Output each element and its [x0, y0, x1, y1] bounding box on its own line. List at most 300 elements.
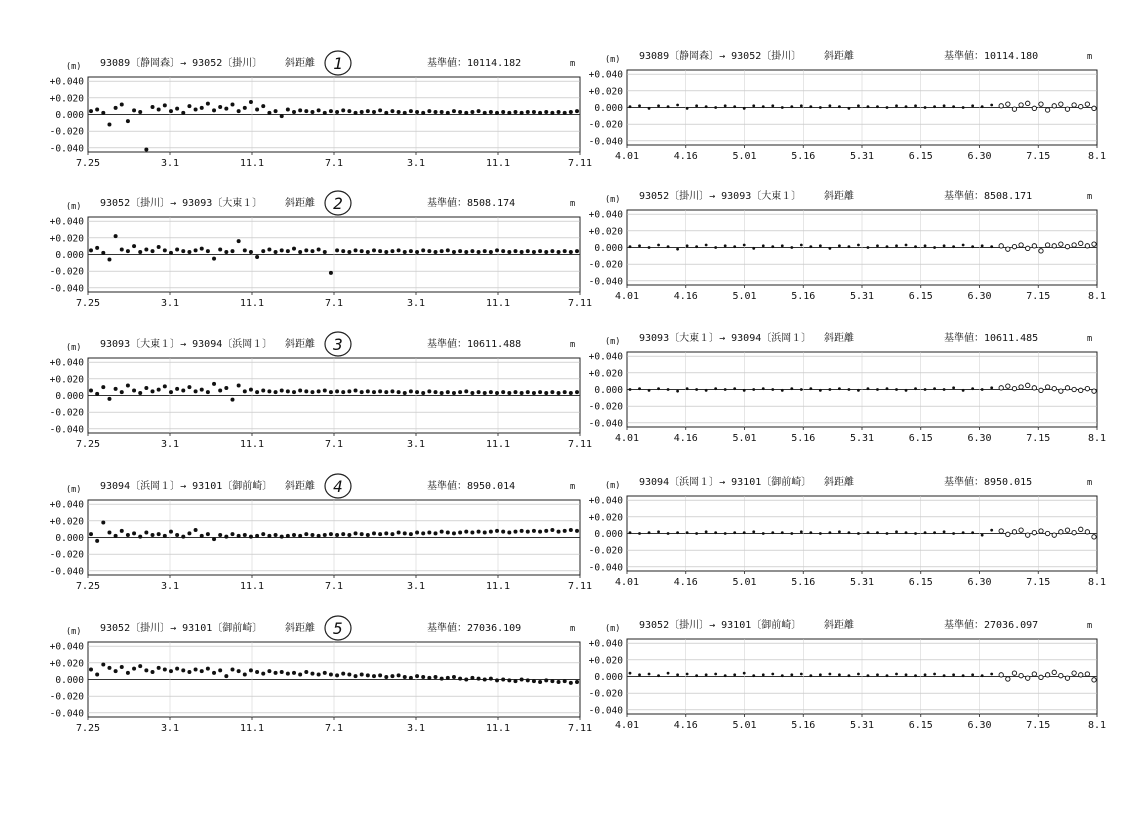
x-tick-label: 8.1 [1087, 151, 1107, 162]
data-point [310, 390, 314, 394]
x-tick-label: 3.1 [160, 581, 180, 592]
data-point [415, 674, 419, 678]
data-point [464, 111, 468, 115]
data-point [280, 248, 284, 252]
x-tick-label: 6.15 [908, 433, 933, 444]
y-tick-label: -0.040 [49, 566, 84, 578]
data-point [206, 102, 210, 106]
data-point [218, 668, 222, 672]
x-tick-label: 3.1 [406, 439, 426, 450]
data-point [200, 247, 204, 251]
data-point [249, 388, 253, 392]
data-point [310, 110, 314, 114]
data-point [187, 531, 191, 535]
data-point-open [1059, 673, 1063, 677]
data-point [943, 530, 946, 533]
data-point [421, 248, 425, 252]
data-point [990, 529, 993, 532]
y-tick-label: +0.020 [49, 233, 84, 245]
data-point [255, 670, 259, 674]
chart-panel-8 [575, 474, 1105, 599]
unit-label: (m) [66, 343, 82, 353]
data-point [544, 250, 548, 254]
data-point [427, 676, 431, 680]
data-point [372, 531, 376, 535]
data-point-open [1026, 101, 1030, 105]
data-point-open [999, 244, 1003, 248]
data-point [163, 668, 167, 672]
y-tick-label: -0.020 [588, 401, 623, 413]
data-point [495, 391, 499, 395]
data-point [421, 111, 425, 115]
y-tick-label: +0.040 [588, 495, 623, 507]
unit-label: (m) [66, 485, 82, 495]
quantity-label: 斜距離 [285, 481, 315, 492]
data-point [175, 248, 179, 252]
data-point [163, 534, 167, 538]
data-point [243, 106, 247, 110]
data-point [507, 250, 511, 254]
x-tick-label: 11.1 [485, 723, 511, 734]
data-point [629, 531, 632, 534]
data-point-open [1072, 671, 1076, 675]
y-tick-label: 0.000 [594, 385, 623, 396]
data-point [771, 245, 774, 248]
data-point [310, 249, 314, 253]
data-point [513, 390, 517, 394]
data-point [218, 389, 222, 393]
data-point [676, 531, 679, 534]
data-point [360, 390, 364, 394]
x-tick-label: 5.31 [849, 291, 875, 302]
data-point-open [1019, 243, 1023, 247]
unit-label: (m) [605, 481, 621, 491]
data-point [421, 675, 425, 679]
data-point [212, 671, 216, 675]
data-point [752, 674, 755, 677]
data-point [421, 531, 425, 535]
data-point-open [1039, 675, 1043, 679]
data-point [733, 245, 736, 248]
data-point-open [1085, 102, 1089, 106]
data-point-open [1039, 102, 1043, 106]
data-point [695, 245, 698, 248]
x-tick-label: 3.1 [160, 723, 180, 734]
data-point [809, 531, 812, 534]
y-tick-label: -0.040 [49, 283, 84, 295]
data-point [924, 673, 927, 676]
data-point [390, 674, 394, 678]
x-tick-label: 7.15 [1026, 720, 1051, 731]
data-point [224, 535, 228, 539]
chart-title: 93052〔掛川〕→ 93101〔御前崎〕 [100, 623, 263, 634]
data-point [733, 387, 736, 390]
data-point [513, 110, 517, 114]
data-point [876, 244, 879, 247]
data-point [752, 104, 755, 107]
data-point [876, 531, 879, 534]
data-point [819, 532, 822, 535]
unit-label: (m) [605, 337, 621, 347]
data-point [317, 248, 321, 252]
data-point [427, 109, 431, 113]
data-point [329, 109, 333, 113]
data-point [886, 387, 889, 390]
x-tick-label: 7.1 [324, 158, 344, 169]
data-point [501, 110, 505, 114]
data-point-open [1092, 678, 1096, 682]
data-point [354, 531, 358, 535]
data-point [513, 530, 517, 534]
data-point [372, 390, 376, 394]
data-point [132, 389, 136, 393]
x-tick-label: 7.25 [75, 439, 101, 450]
data-point-open [1052, 386, 1056, 390]
x-tick-label: 5.31 [849, 433, 875, 444]
data-point [714, 673, 717, 676]
chart-panel-9 [38, 619, 593, 745]
quantity-label: 斜距離 [824, 51, 854, 62]
y-tick-label: -0.040 [49, 708, 84, 720]
data-point [971, 531, 974, 534]
data-point [513, 679, 517, 683]
data-point-open [1006, 247, 1010, 251]
data-point [501, 249, 505, 253]
data-point-open [1032, 244, 1036, 248]
x-tick-label: 11.1 [485, 439, 511, 450]
data-point [347, 533, 351, 537]
data-point [657, 104, 660, 107]
data-point [657, 244, 660, 247]
data-point [724, 244, 727, 247]
y-tick-label: +0.020 [588, 655, 623, 667]
panel-number: 5 [333, 619, 343, 638]
data-point [809, 105, 812, 108]
data-point [409, 532, 413, 536]
data-point [557, 391, 561, 395]
data-point [194, 389, 198, 393]
y-tick-label: -0.040 [588, 418, 623, 430]
data-point [733, 673, 736, 676]
data-point [403, 531, 407, 535]
data-point [724, 388, 727, 391]
data-point [962, 106, 965, 109]
data-point [218, 533, 222, 537]
data-point [470, 110, 474, 114]
data-point [544, 529, 548, 533]
data-point [686, 107, 689, 110]
data-point-open [1026, 676, 1030, 680]
data-point [138, 110, 142, 114]
data-point [132, 244, 136, 248]
data-point [151, 670, 155, 674]
data-point [828, 531, 831, 534]
data-point [867, 531, 870, 534]
data-point [867, 387, 870, 390]
data-point-open [1065, 386, 1069, 390]
data-point [194, 668, 198, 672]
data-point [200, 534, 204, 538]
x-tick-label: 7.15 [1026, 291, 1051, 302]
x-tick-label: 5.31 [849, 577, 875, 588]
x-tick-label: 8.1 [1087, 291, 1107, 302]
x-tick-label: 6.30 [967, 151, 992, 162]
panel-number: 4 [333, 477, 343, 496]
data-point [819, 244, 822, 247]
x-tick-label: 7.11 [567, 439, 593, 450]
data-point [657, 387, 660, 390]
y-tick-label: -0.020 [588, 688, 623, 700]
data-point [667, 672, 670, 675]
data-point [483, 391, 487, 395]
data-point [384, 675, 388, 679]
data-point-open [1079, 104, 1083, 108]
data-point [101, 521, 105, 525]
data-point [819, 106, 822, 109]
data-point [384, 111, 388, 115]
data-point [781, 674, 784, 677]
data-point [298, 673, 302, 677]
data-point [981, 244, 984, 247]
data-point [95, 392, 99, 396]
data-point [771, 531, 774, 534]
data-point [495, 678, 499, 682]
chart-panel-6 [575, 330, 1105, 455]
data-point [563, 390, 567, 394]
data-point [686, 387, 689, 390]
data-point-open [1026, 246, 1030, 250]
data-point [298, 108, 302, 112]
x-tick-label: 3.1 [406, 158, 426, 169]
data-point [163, 248, 167, 252]
data-point-open [1045, 108, 1049, 112]
data-point [409, 109, 413, 113]
data-point-open [1032, 530, 1036, 534]
data-point [557, 680, 561, 684]
data-point [255, 390, 259, 394]
data-point [714, 246, 717, 249]
data-point [243, 673, 247, 677]
data-point [790, 246, 793, 249]
data-point [857, 104, 860, 107]
data-point [924, 244, 927, 247]
data-point [507, 678, 511, 682]
data-point [507, 391, 511, 395]
data-point [218, 248, 222, 252]
data-point [705, 673, 708, 676]
x-tick-label: 4.01 [614, 291, 640, 302]
data-point [255, 255, 259, 259]
data-point-open [1092, 535, 1096, 539]
data-point [434, 110, 438, 114]
data-point-open [1039, 249, 1043, 253]
data-point-open [1006, 532, 1010, 536]
data-point [452, 531, 456, 535]
data-point [526, 678, 530, 682]
data-point [366, 389, 370, 393]
data-point [800, 244, 803, 247]
data-point [366, 533, 370, 537]
data-point [544, 391, 548, 395]
data-point [686, 531, 689, 534]
data-point [341, 532, 345, 536]
data-point [175, 387, 179, 391]
data-point [354, 674, 358, 678]
data-point [563, 249, 567, 253]
y-tick-label: -0.020 [49, 266, 84, 278]
data-point [657, 674, 660, 677]
data-point [372, 248, 376, 252]
data-point [274, 250, 278, 254]
data-point [895, 104, 898, 107]
data-point [800, 673, 803, 676]
data-point [629, 388, 632, 391]
y-tick-label: 0.000 [594, 672, 623, 683]
data-point [360, 532, 364, 536]
data-point [317, 108, 321, 112]
data-point-open [1006, 677, 1010, 681]
data-point [507, 111, 511, 115]
data-point [538, 680, 542, 684]
data-point [187, 104, 191, 108]
x-tick-label: 3.1 [160, 439, 180, 450]
y-tick-label: 0.000 [55, 250, 84, 261]
data-point-open [1052, 670, 1056, 674]
data-point-open [1032, 386, 1036, 390]
data-point [151, 533, 155, 537]
data-point [120, 248, 124, 252]
y-tick-label: 0.000 [594, 243, 623, 254]
chart-title: 93094〔浜岡１〕→ 93101〔御前崎〕 [639, 477, 812, 488]
chart-panel-2 [575, 48, 1105, 173]
data-point [676, 673, 679, 676]
data-point [138, 664, 142, 668]
reference-value: 基準値：8950.015 [944, 477, 1033, 488]
data-point [169, 109, 173, 113]
data-point [771, 104, 774, 107]
data-point-open [1092, 389, 1096, 393]
data-point [274, 533, 278, 537]
data-point [372, 674, 376, 678]
x-tick-label: 5.01 [732, 577, 757, 588]
x-tick-label: 5.16 [791, 291, 816, 302]
data-point [378, 389, 382, 393]
data-point [686, 244, 689, 247]
data-point [384, 250, 388, 254]
data-point [638, 387, 641, 390]
data-point [743, 672, 746, 675]
data-point [532, 110, 536, 114]
data-point [360, 110, 364, 114]
data-point [286, 389, 290, 393]
data-point [292, 671, 296, 675]
data-point [403, 250, 407, 254]
data-point [743, 107, 746, 110]
data-point [95, 673, 99, 677]
reference-value: 基準値：10114.180 [944, 51, 1039, 62]
y-tick-label: +0.020 [49, 374, 84, 386]
data-point [981, 105, 984, 108]
data-point [120, 103, 124, 107]
data-point [329, 390, 333, 394]
data-point [230, 249, 234, 253]
data-point-open [1045, 673, 1049, 677]
data-point [446, 111, 450, 115]
data-point [520, 111, 524, 115]
data-point [933, 673, 936, 676]
data-point-open [1006, 384, 1010, 388]
data-point [477, 390, 481, 394]
data-point [95, 108, 99, 112]
panel-number: 3 [333, 335, 343, 354]
data-point [809, 245, 812, 248]
data-point [206, 249, 210, 253]
chart-title: 93093〔大東１〕→ 93094〔浜岡１〕 [100, 339, 273, 350]
data-point [126, 119, 130, 123]
data-point [175, 107, 179, 111]
x-tick-label: 3.1 [406, 298, 426, 309]
data-point-open [1059, 389, 1063, 393]
data-point [790, 673, 793, 676]
reference-unit: m [570, 340, 576, 350]
data-point [292, 110, 296, 114]
data-point [905, 531, 908, 534]
reference-unit: m [570, 59, 576, 69]
data-point-open [1065, 528, 1069, 532]
data-point [274, 109, 278, 113]
data-point-open [1019, 103, 1023, 107]
data-point [924, 531, 927, 534]
data-point [781, 531, 784, 534]
y-tick-label: +0.020 [49, 93, 84, 105]
data-point [886, 532, 889, 535]
data-point [304, 532, 308, 536]
data-point [409, 676, 413, 680]
data-point [762, 105, 765, 108]
data-point [230, 668, 234, 672]
data-point [733, 105, 736, 108]
x-tick-label: 11.1 [239, 298, 265, 309]
data-point [323, 250, 327, 254]
chart-title: 93052〔掛川〕→ 93093〔大東１〕 [639, 191, 802, 202]
data-point [298, 534, 302, 538]
data-point [981, 388, 984, 391]
data-point [169, 251, 173, 255]
data-point [924, 106, 927, 109]
chart-title: 93052〔掛川〕→ 93101〔御前崎〕 [639, 620, 802, 631]
data-point [95, 539, 99, 543]
data-point [489, 250, 493, 254]
x-tick-label: 5.16 [791, 720, 816, 731]
y-tick-label: +0.040 [588, 638, 623, 650]
data-point [638, 244, 641, 247]
data-point [857, 673, 860, 676]
data-point [212, 108, 216, 112]
data-point-open [1006, 102, 1010, 106]
data-point-open [1012, 530, 1016, 534]
data-point [101, 111, 105, 115]
data-point [867, 105, 870, 108]
data-point [569, 250, 573, 254]
data-point-open [1085, 386, 1089, 390]
data-point [89, 668, 93, 672]
data-point [464, 530, 468, 534]
data-point [952, 105, 955, 108]
x-tick-label: 11.1 [485, 581, 511, 592]
data-point [676, 248, 679, 251]
data-point [329, 673, 333, 677]
data-point [323, 671, 327, 675]
